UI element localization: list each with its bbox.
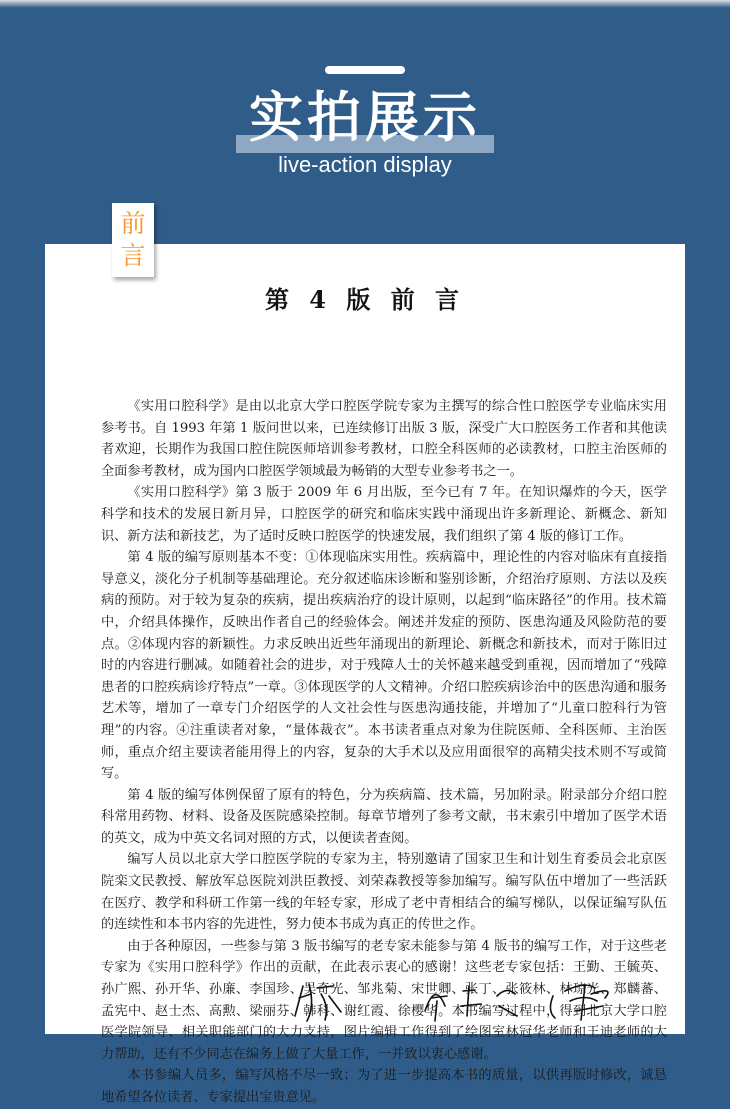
signature-3 <box>550 985 608 1020</box>
paragraph: 第 4 版的编写原则基本不变：①体现临床实用性。疾病篇中，理论性的内容对临床有直接指导意义，淡化分子机制等基础理论。充分叙述临床诊断和鉴别诊断，介绍治疗原则、方法以及疾病的预防。对于较为复杂的疾病，提出疾病治疗的设计原则，以起到“临床路径”的作用。技术篇中，介绍具体操作，反映出作者自己的经验体会。阐述并发症的预防、医患沟通及风险防范的要点。②体现内容的新颖性。力求反映出近些年涌现出的新理论、新概念和新技术，而对于陈旧过时的内容进行删减。如随着社会的进步，对于残障人士的关怀越来越受到重视，因而增加了“残障患者的口腔疾病诊疗特点”一章。③体现医学的人文精神。介绍口腔疾病诊治中的医患沟通和服务艺术等，增加了一章专门介绍医学的人文社会性与医患沟通技能，并增加了“儿童口腔科行为管理”的内容。④注重读者对象，“量体裁衣”。本书读者重点对象为住院医师、全科医师、主治医师，重点介绍主要读者能用得上的内容，复杂的大手术以及应用面很窄的高精尖技术则不写或简写。 <box>101 550 667 782</box>
paragraph: 第 4 版的编写体例保留了原有的特色，分为疾病篇、技术篇，另加附录。附录部分介绍口腔科常用药物、材料、设备及医院感染控制。每章节增列了参考文献，书末索引中增加了医学术语的英文，成为中英文名词对照的方式，以便读者查阅。 <box>101 787 667 846</box>
signatures <box>285 976 645 1026</box>
title-decoration-bar <box>325 66 405 74</box>
paragraph: 编写人员以北京大学口腔医学院的专家为主，特别邀请了国家卫生和计划生育委员会北京医院栾文民教授、解放军总医院刘洪臣教授、刘荣森教授等参加编写。编写队伍中增加了一些活跃在医疗、教学和科研工作第一线的年轻专家，形成了老中青相结合的编写梯队，以保证编写队伍的连续性和本书内容的先进性，努力使本书成为真正的传世之作。 <box>101 852 667 933</box>
book-page <box>45 244 685 1105</box>
top-strip <box>0 0 730 8</box>
preface-tag <box>112 203 154 277</box>
page-title: 第 4 版 前 言 <box>264 285 466 314</box>
paragraph: 由于各种原因，一些参与第 3 版书编写的老专家未能参与第 4 版书的编写工作，对于这些老专家为《实用口腔科学》作出的贡献，在此表示衷心的感谢！这些老专家包括：王勤、王毓英、孙广熙、孙开华、孙廉、李国珍、吴奇光、邹兆菊、宋世卿、张丁、张筱林、林琼光、郑麟蕃、孟宪中、赵士杰、高勲、梁丽芬、韩科、谢红霞、徐樱华。本书编写过程中，得到北京大学口腔医学院领导、相关职能部门的大力支持，图片编辑工作得到了绘图室林冠华老师和王迪老师的大力帮助，还有不少同志在编务上做了大量工作，一并致以衷心感谢。 <box>101 938 667 1062</box>
tag-char-2: 言 <box>120 241 146 270</box>
tag-char-1: 前 <box>120 209 146 238</box>
section-title: 实拍展示 <box>249 86 481 149</box>
paragraph: 《实用口腔科学》是由以北京大学口腔医学院专家为主撰写的综合性口腔医学专业临床实用参考书。自 1993 年第 1 版问世以来，已连续修订出版 3 版，深受广大口腔医务工作者和其他读者欢迎，长期作为我国口腔住院医师培训参考教材，口腔全科医师的必读教材，口腔主治医师的全面参考教材，成为国内口腔医学领域最为畅销的大型专业参考书之一。 <box>101 399 667 479</box>
paragraph: 《实用口腔科学》第 3 版于 2009 年 6 月出版，至今已有 7 年。在知识爆炸的今天，医学科学和技术的发展日新月异，口腔医学的研究和临床实践中涌现出许多新理论、新概念、新知识、新方法和新技艺，为了适时反映口腔医学的快速发展，我们组织了第 4 版的修订工作。 <box>101 485 667 544</box>
signature-1 <box>295 984 341 1021</box>
section-subtitle: live-action display <box>278 152 452 177</box>
paragraph: 本书参编人员多，编写风格不尽一致；为了进一步提高本书的质量，以供再版时修改，诚恳地希望各位读者、专家提出宝贵意见。 <box>101 1068 667 1105</box>
